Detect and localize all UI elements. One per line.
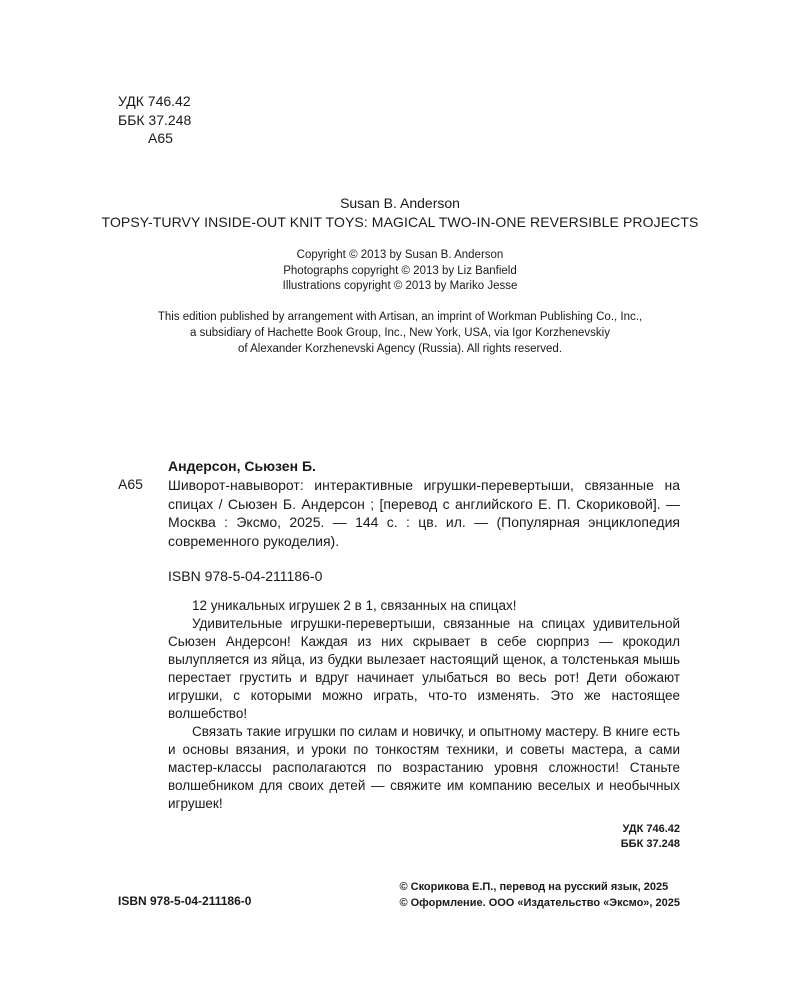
catalog-description: Шиворот-навыворот: интерактивные игрушки-перевертыши, связанные на спицах / Сьюзен Б. Андерсон ; [перевод с английского Е. П. Скориковой]. — Москва : Эксмо, 2025. — 144 с. : цв. ил. — (Популярная энциклопедия современного рукоделия). [168, 477, 680, 549]
design-copyright: © Оформление. ООО «Издательство «Эксмо», 2025 [399, 896, 680, 909]
annotation [168, 597, 680, 813]
copyright-line: Copyright © 2013 by Susan B. Anderson [296, 249, 504, 261]
annotation-paragraph: Удивительные игрушки-перевертыши, связанные на спицах удивительной Сьюзен Андерсон! Каждая из них скрывает в себе сюрприз — крокодил вылупляется из яйца, из будки вылезает настоящий щенок, а толстенькая мышь перестает грустить и вдруг начинает улыбаться во весь рот! Дети обожают игрушки, с которыми можно играть, что-то изменять. Это же настоящее волшебство! [168, 616, 680, 721]
catalog-isbn: ISBN 978-5-04-211186-0 [168, 568, 323, 584]
edition-notice [0, 309, 800, 357]
classification-block [118, 92, 191, 148]
udk-code: УДК 746.42 [118, 93, 191, 109]
small-codes [621, 822, 680, 852]
footer-copyrights [399, 880, 680, 911]
annotation-paragraph: Связать такие игрушки по силам и новичку, и опытному мастеру. В книге есть и основы вязания, и уроки по тонкостям техники, и советы мастера, а сами мастер-классы располагаются по возрастанию уровня сложности! Станьте волшебником для своих детей — свяжите им компанию веселых и необычных игрушек! [168, 724, 680, 811]
annotation-headline: 12 уникальных игрушек 2 в 1, связанных на спицах! [192, 598, 517, 613]
original-author: Susan B. Anderson [340, 195, 460, 211]
edition-line: of Alexander Korzhenevski Agency (Russia). All rights reserved. [237, 343, 563, 355]
catalog-author: Андерсон, Сьюзен Б. [168, 458, 316, 474]
catalog-code: А65 [118, 476, 143, 492]
original-title: TOPSY-TURVY INSIDE-OUT KNIT TOYS: MAGICAL TWO-IN-ONE REVERSIBLE PROJECTS [101, 214, 699, 230]
udk-code-small: УДК 746.42 [622, 823, 680, 835]
copyright-block [0, 248, 800, 295]
edition-line: a subsidiary of Hachette Book Group, Inc., New York, USA, via Igor Korzhenevskiy [190, 327, 610, 339]
copyright-line: Illustrations copyright © 2013 by Mariko Jesse [282, 280, 518, 292]
bbk-code-small: ББК 37.248 [620, 838, 680, 850]
copyright-line: Photographs copyright © 2013 by Liz Banfield [283, 264, 517, 277]
bbk-code: ББК 37.248 [118, 111, 192, 128]
footer-isbn: ISBN 978-5-04-211186-0 [118, 894, 252, 908]
translation-copyright: © Скорикова Е.П., перевод на русский язык, 2025 [399, 881, 669, 893]
author-mark: А65 [148, 130, 173, 146]
edition-line: This edition published by arrangement with Artisan, an imprint of Workman Publishing Co., Inc., [157, 311, 643, 323]
